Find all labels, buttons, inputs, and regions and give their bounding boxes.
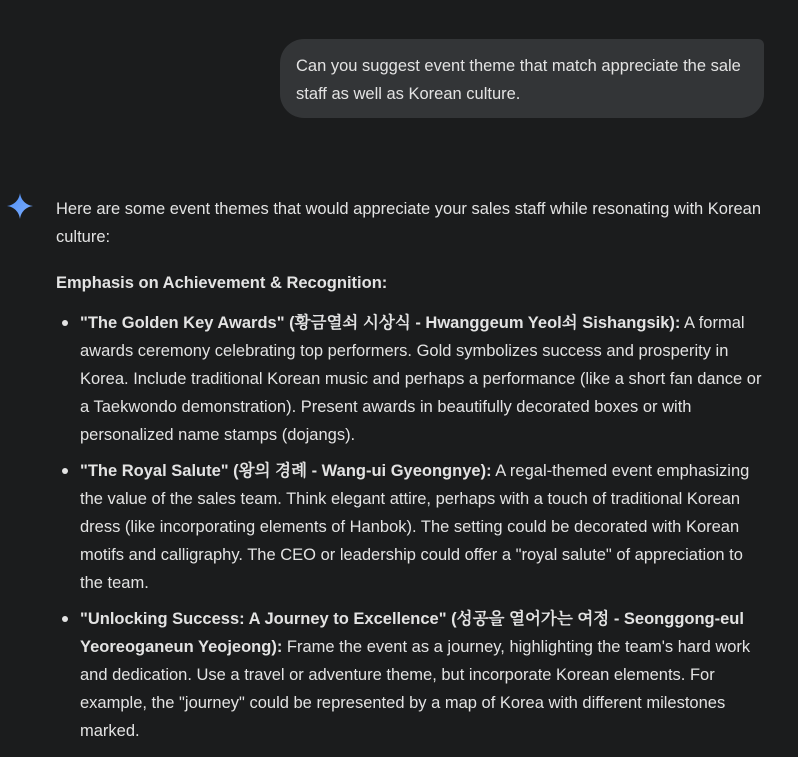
theme-title: "The Golden Key Awards" (황금열쇠 시상식 - Hwanggeum Yeol쇠 Sishangsik): xyxy=(80,314,681,332)
user-message-bubble xyxy=(280,39,764,118)
theme-description: A regal-themed event emphasizing the value of the sales team. Think elegant attire, perhaps with a touch of traditional Korean dress (like incorporating elements of Hanbok). The setting could be decorated with Korean motifs and calligraphy. The CEO or leadership could offer a "royal salute" of appreciation to the team. xyxy=(80,462,750,592)
theme-description: Frame the event as a journey, highlighting the team's hard work and dedication. Use a travel or adventure theme, but incorporate Korean elements. For example, the "journey" could be represented by a map of Korea with different milestones marked. xyxy=(80,638,751,740)
theme-description: A formal awards ceremony celebrating top performers. Gold symbolizes success and prosperity in Korea. Include traditional Korean music and perhaps a performance (like a short fan dance or a Taekwondo demonstration). Present awards in beautifully decorated boxes or with personalized name stamps (dojangs). xyxy=(80,314,762,444)
bullet-dot xyxy=(62,320,68,326)
response-intro: Here are some event themes that would appreciate your sales staff while resonating with Korean culture: xyxy=(56,200,761,246)
theme-list xyxy=(56,309,768,745)
list-item xyxy=(56,309,768,449)
theme-title: "Unlocking Success: A Journey to Excellence" (성공을 열어가는 여정 - Seonggong-eul Yeoreoganeun Yeojeong): xyxy=(80,610,744,656)
model-response xyxy=(56,195,768,753)
user-message-text: Can you suggest event theme that match appreciate the sale staff as well as Korean culture. xyxy=(296,57,741,103)
bullet-dot xyxy=(62,468,68,474)
section-heading: Emphasis on Achievement & Recognition: xyxy=(56,274,388,292)
bullet-dot xyxy=(62,616,68,622)
gemini-spark-icon xyxy=(6,192,34,220)
list-item xyxy=(56,457,768,597)
list-item xyxy=(56,605,768,745)
theme-title: "The Royal Salute" (왕의 경례 - Wang-ui Gyeongnye): xyxy=(80,462,492,480)
